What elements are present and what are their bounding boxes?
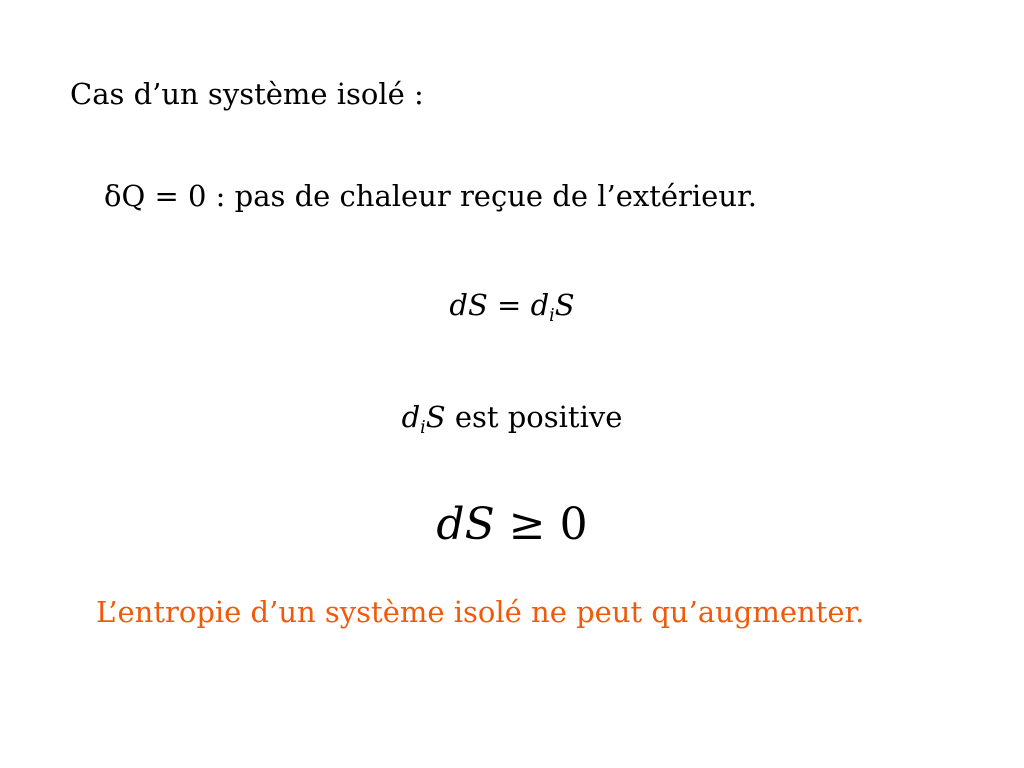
positivity-subscript: i <box>420 418 426 439</box>
inequality-relation: ≥ 0 <box>494 499 588 550</box>
conclusion-text: L’entropie d’un système isolé ne peut qu’augmenter. <box>96 595 865 629</box>
equation-rhs-s: S <box>554 288 575 322</box>
equation-rhs-d: d <box>530 288 550 322</box>
equation-equals: = <box>487 288 531 322</box>
entropy-equation <box>0 288 1024 327</box>
heading-text: Cas d’un système isolé : <box>70 77 424 111</box>
positivity-statement <box>0 400 1024 439</box>
equation-rhs-subscript: i <box>549 306 555 327</box>
delta-symbol: δ <box>104 179 122 213</box>
inequality-lhs: dS <box>436 499 495 550</box>
slide-heading <box>70 77 424 111</box>
positivity-d: d <box>401 400 421 434</box>
no-heat-statement <box>104 179 757 213</box>
inequality-formula <box>0 499 1024 550</box>
no-heat-text: Q = 0 : pas de chaleur reçue de l’extérieur. <box>121 179 757 213</box>
equation-lhs: dS <box>449 288 488 322</box>
positivity-s: S <box>425 400 446 434</box>
positivity-text: est positive <box>445 400 623 434</box>
